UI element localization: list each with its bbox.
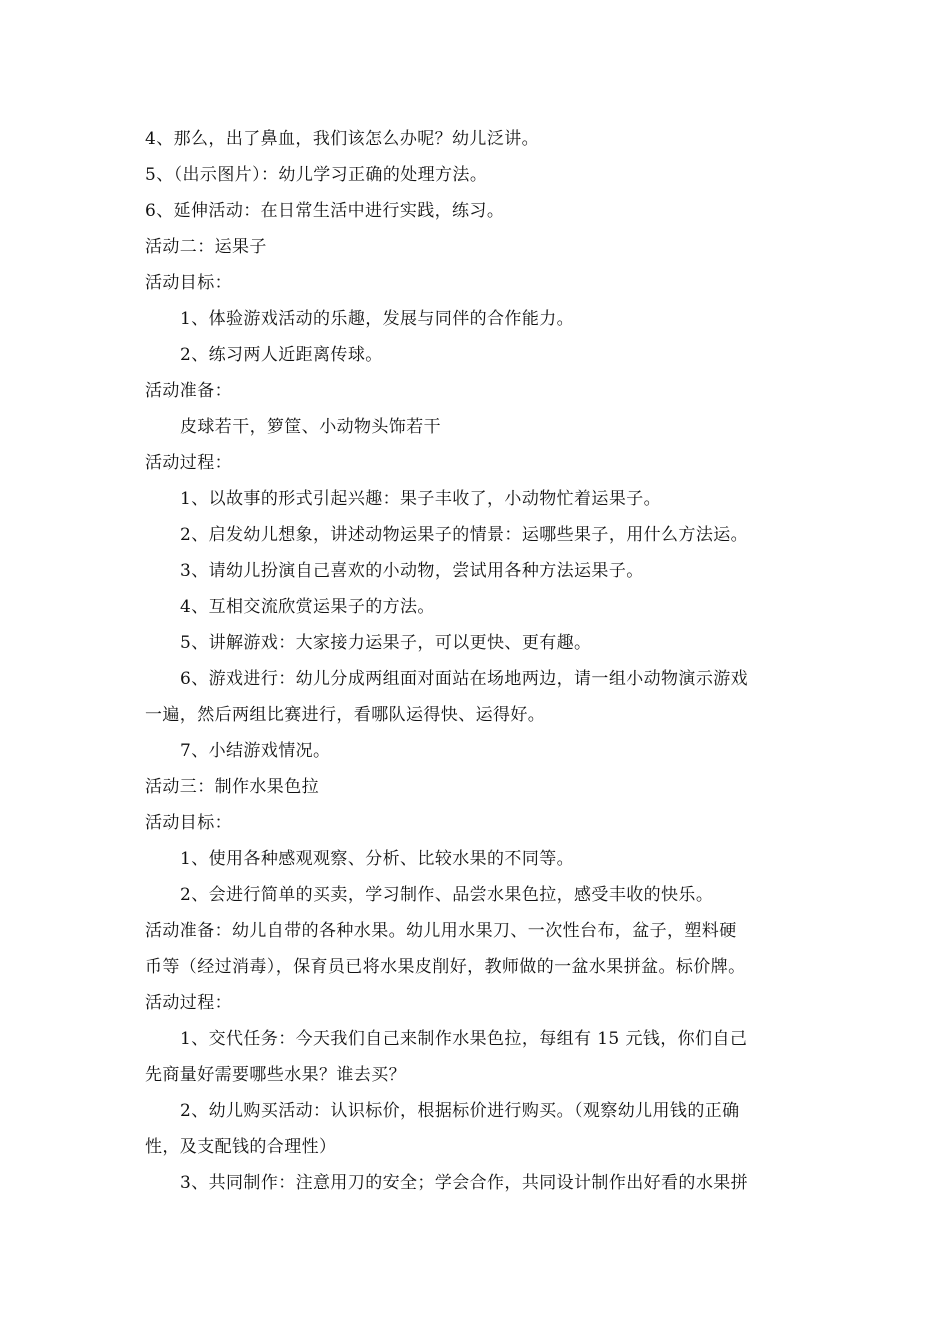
section-heading: 活动二：运果子	[145, 237, 267, 257]
text-line: 6、延伸活动：在日常生活中进行实践，练习。	[145, 201, 505, 221]
subsection-heading: 活动过程：	[145, 993, 232, 1013]
list-item: 6、游戏进行：幼儿分成两组面对面站在场地两边，请一组小动物演示游戏	[180, 669, 749, 689]
list-item: 3、共同制作：注意用刀的安全；学会合作，共同设计制作出好看的水果拼	[180, 1173, 749, 1193]
list-item: 1、以故事的形式引起兴趣：果子丰收了，小动物忙着运果子。	[180, 489, 662, 509]
subsection-heading: 活动目标：	[145, 813, 232, 833]
list-item: 2、会进行简单的买卖，学习制作、品尝水果色拉，感受丰收的快乐。	[180, 885, 714, 905]
list-item: 1、交代任务：今天我们自己来制作水果色拉，每组有 15 元钱，你们自己	[180, 1029, 748, 1049]
text-line: 活动准备：幼儿自带的各种水果。幼儿用水果刀、一次性台布，盆子，塑料硬	[145, 921, 737, 941]
list-item: 7、小结游戏情况。	[180, 741, 331, 761]
section-heading: 活动三：制作水果色拉	[145, 777, 319, 797]
text-line: 一遍，然后两组比赛进行，看哪队运得快、运得好。	[145, 705, 546, 725]
list-item: 4、互相交流欣赏运果子的方法。	[180, 597, 435, 617]
list-item: 2、练习两人近距离传球。	[180, 345, 383, 365]
list-item: 3、请幼儿扮演自己喜欢的小动物，尝试用各种方法运果子。	[180, 561, 644, 581]
text-line: 先商量好需要哪些水果？谁去买？	[145, 1065, 406, 1085]
text-line: 皮球若干，箩筐、小动物头饰若干	[180, 417, 441, 437]
list-item: 2、启发幼儿想象，讲述动物运果子的情景：运哪些果子，用什么方法运。	[180, 525, 749, 545]
subsection-heading: 活动准备：	[145, 381, 232, 401]
text-line: 5、（出示图片）：幼儿学习正确的处理方法。	[145, 165, 488, 185]
list-item: 1、使用各种感观观察、分析、比较水果的不同等。	[180, 849, 575, 869]
subsection-heading: 活动过程：	[145, 453, 232, 473]
text-line: 币等（经过消毒），保育员已将水果皮削好，教师做的一盆水果拼盆。标价牌。	[145, 957, 746, 977]
subsection-heading: 活动目标：	[145, 273, 232, 293]
list-item: 2、幼儿购买活动：认识标价，根据标价进行购买。（观察幼儿用钱的正确	[180, 1101, 740, 1121]
list-item: 1、体验游戏活动的乐趣，发展与同伴的合作能力。	[180, 309, 575, 329]
text-line: 性，及支配钱的合理性）	[145, 1137, 337, 1157]
list-item: 5、讲解游戏：大家接力运果子，可以更快、更有趣。	[180, 633, 592, 653]
text-line: 4、那么，出了鼻血，我们该怎么办呢？幼儿泛讲。	[145, 129, 540, 149]
